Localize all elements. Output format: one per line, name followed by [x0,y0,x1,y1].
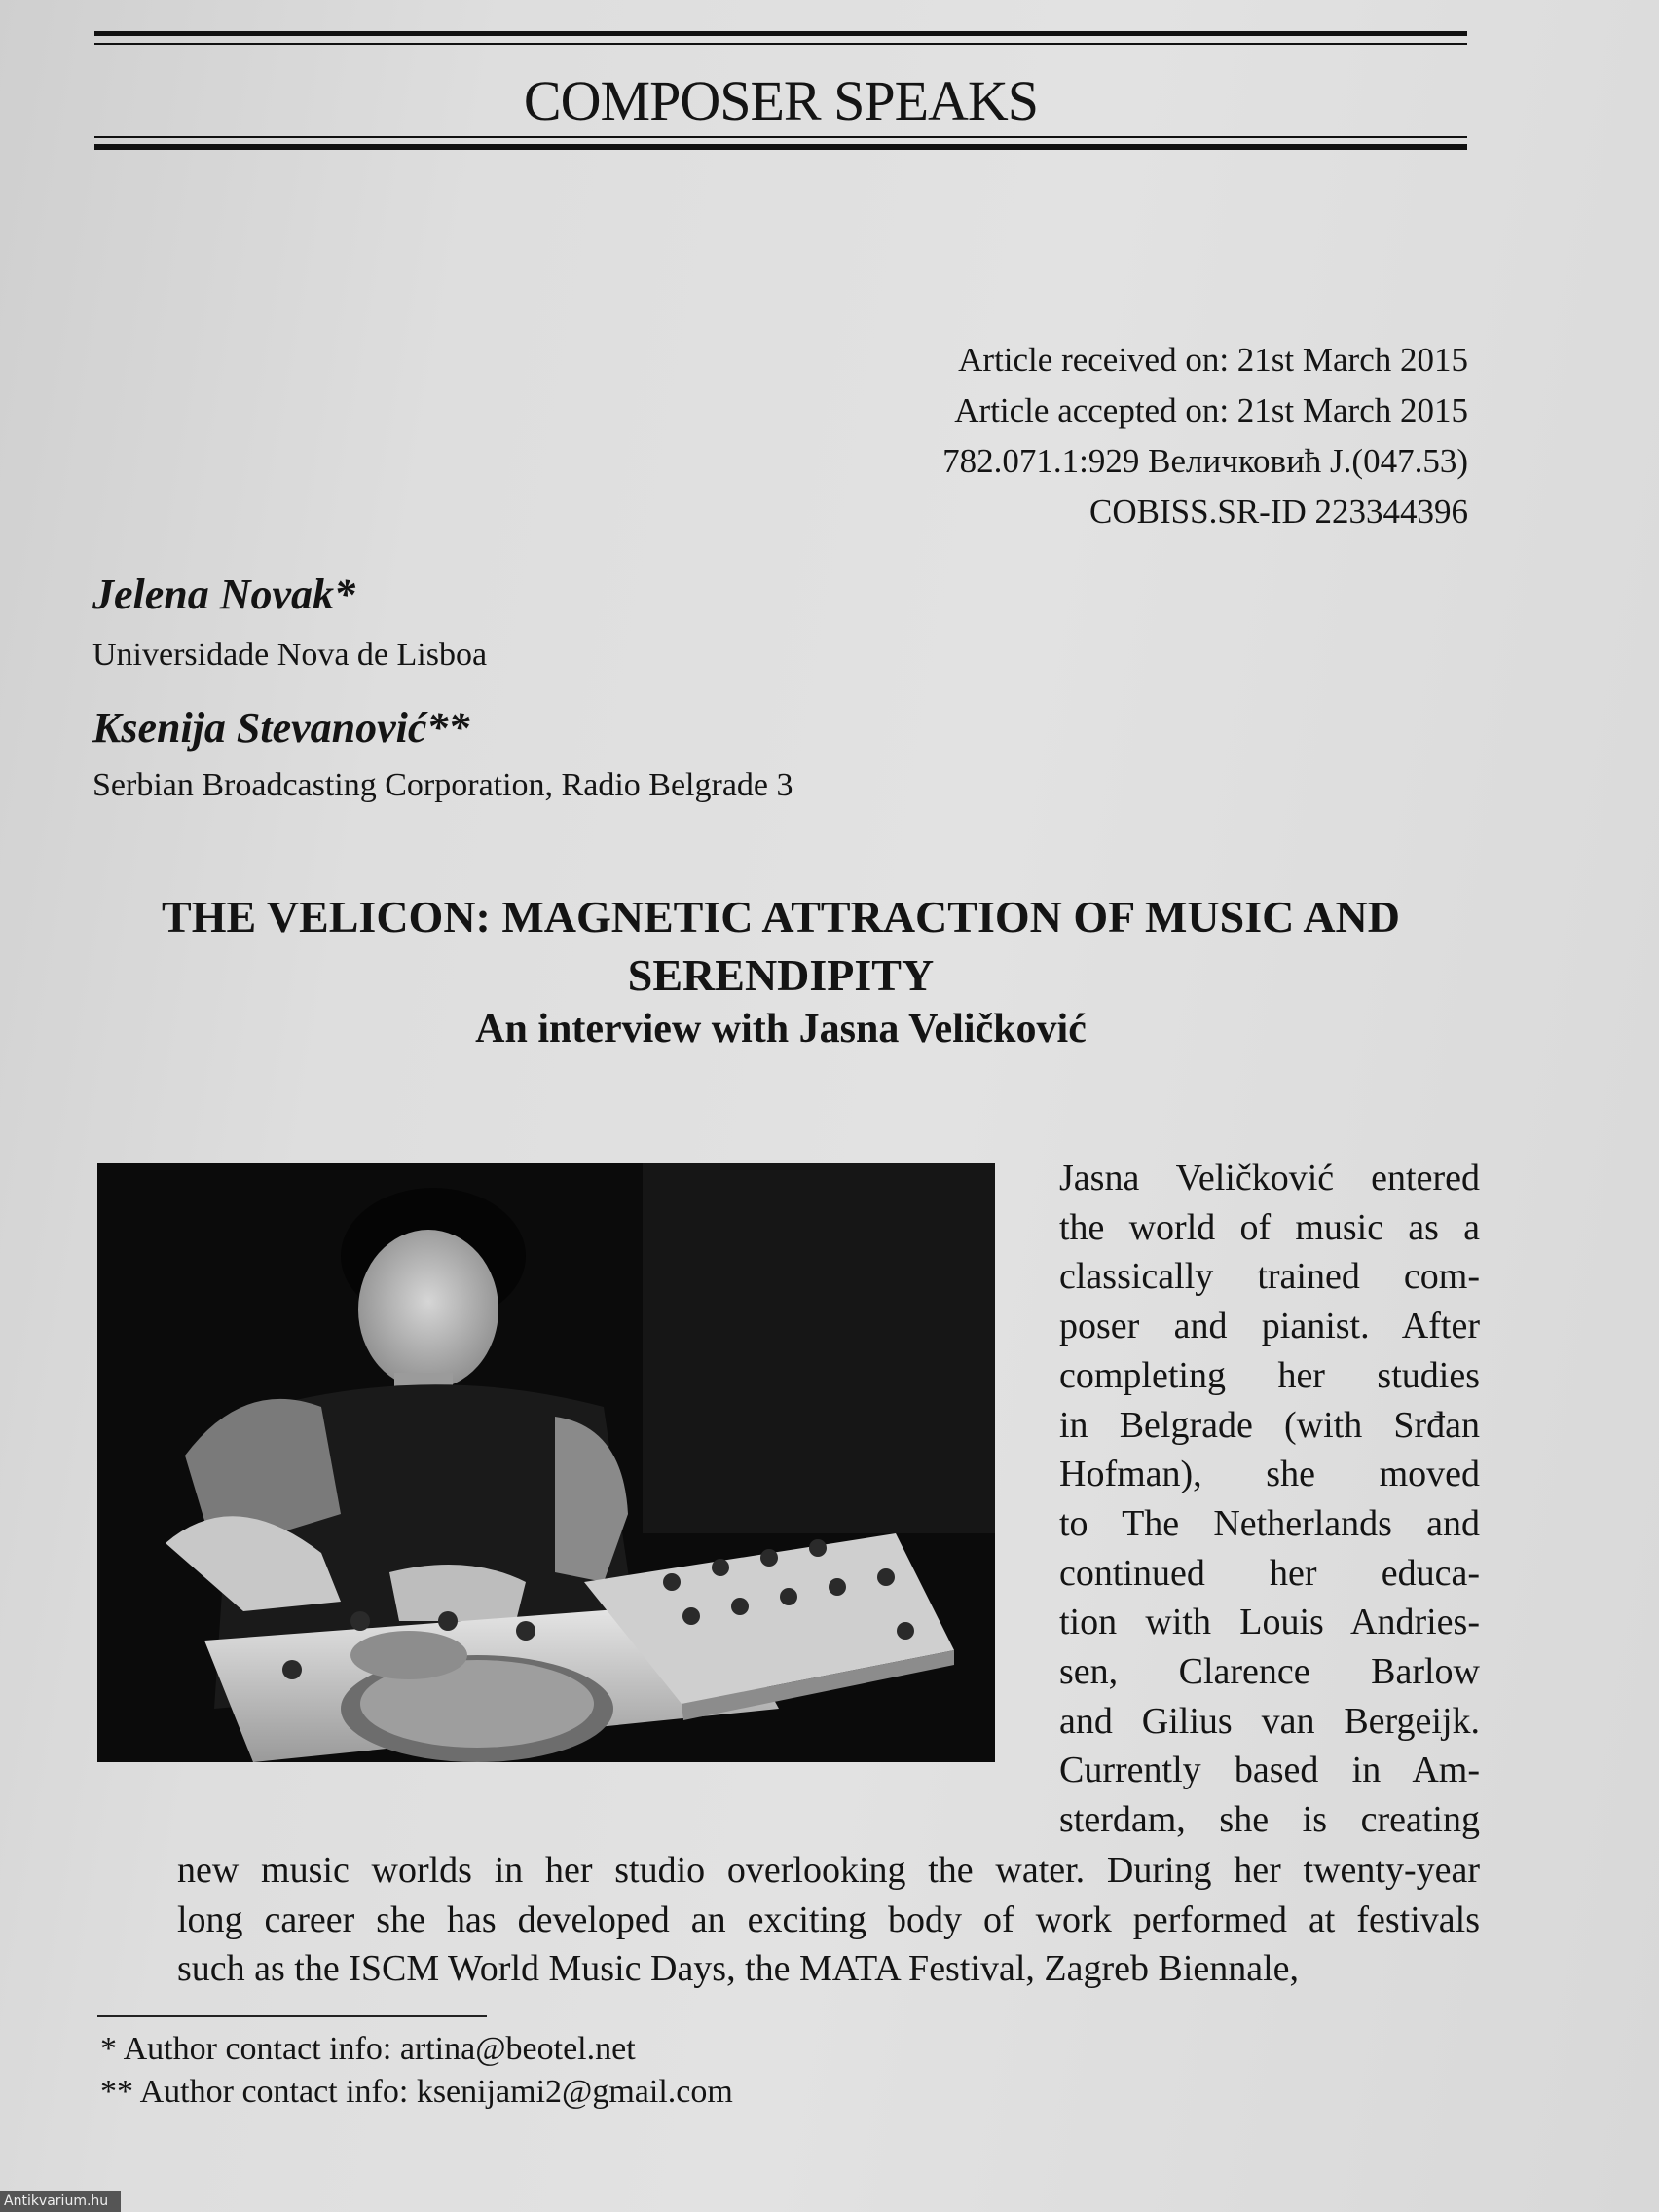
text-line: new music worlds in her studio overlooking the water. During her twenty-year [177,1850,1480,1891]
photo-illustration [97,1163,995,1762]
header-rule-bottom-thin [94,136,1467,138]
received-date: Article received on: 21st March 2015 [958,341,1468,379]
accepted-date: Article accepted on: 21st March 2015 [954,391,1468,429]
text-line: sterdam, she is creating [1059,1799,1480,1841]
article-metadata [942,335,1468,537]
udc-code: 782.071.1:929 Величковић J.(047.53) [942,442,1468,480]
footnote-divider [97,2015,487,2017]
article-body-side-column [1059,1154,1480,1845]
footnote: ** Author contact info: ksenijami2@gmail.com [100,2074,733,2110]
watermark-label: Antikvarium.hu [0,2191,121,2212]
text-line: in Belgrade (with Srđan [1059,1404,1480,1446]
article-title [94,888,1467,1005]
text-line: continued her educa- [1059,1552,1480,1594]
text-line: poser and pianist. After [1059,1306,1480,1347]
cobiss-id: COBISS.SR-ID 223344396 [1089,493,1468,531]
text-line: classically trained com- [1059,1256,1480,1298]
text-line: and Gilius van Bergeijk. [1059,1700,1480,1742]
article-title-line: SERENDIPITY [627,950,935,1000]
text-line: sen, Clarence Barlow [1059,1651,1480,1693]
header-rule-top-thin [94,43,1467,45]
text-line: Hofman), she moved [1059,1454,1480,1495]
section-title: COMPOSER SPEAKS [523,69,1039,132]
text-line: long career she has developed an exciting body of work performed at festivals [177,1899,1480,1940]
author-name: Ksenija Stevanović** [92,704,470,752]
text-line: tion with Louis Andries- [1059,1602,1480,1643]
article-title-line: THE VELICON: MAGNETIC ATTRACTION OF MUSIC AND [162,892,1400,941]
article-subtitle: An interview with Jasna Veličković [475,1007,1087,1051]
author-affiliation: Serbian Broadcasting Corporation, Radio Belgrade 3 [92,767,793,803]
author-name: Jelena Novak* [92,571,356,618]
article-body-full-width [177,1846,1480,1994]
header-rule-top-thick [94,31,1467,36]
text-line: such as the ISCM World Music Days, the MATA Festival, Zagreb Biennale, [177,1948,1300,1989]
text-line: Jasna Veličković entered [1059,1158,1480,1198]
text-line: the world of music as a [1059,1206,1480,1248]
footnote: * Author contact info: artina@beotel.net [100,2031,636,2067]
header-rule-bottom-thick [94,144,1467,150]
text-line: Currently based in Am- [1059,1750,1480,1791]
composer-photo [97,1163,995,1762]
text-line: completing her studies [1059,1354,1480,1396]
text-line: to The Netherlands and [1059,1502,1480,1544]
author-affiliation: Universidade Nova de Lisboa [92,637,488,673]
